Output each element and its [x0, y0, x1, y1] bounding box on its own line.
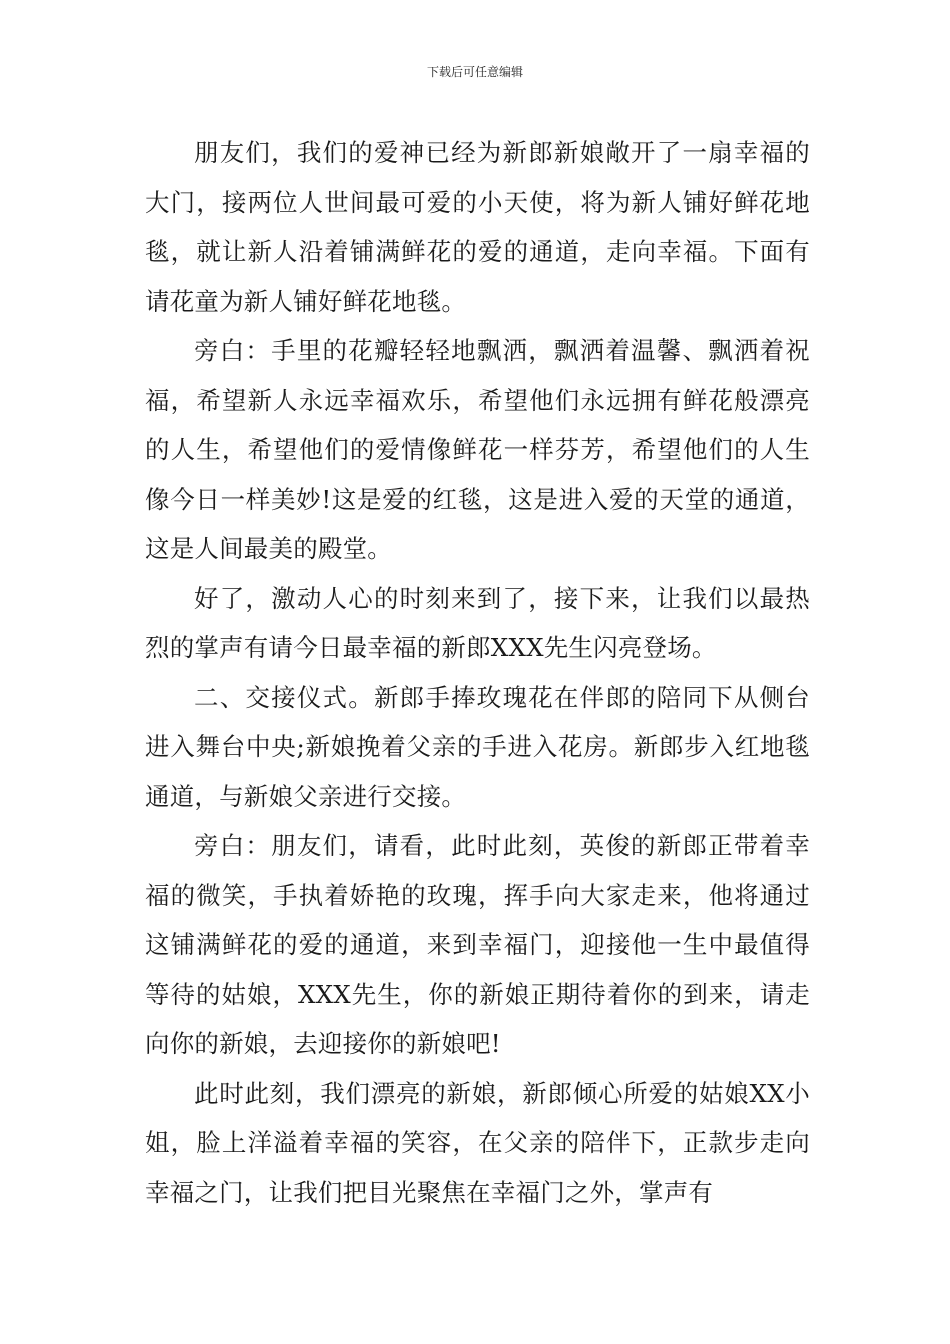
- paragraph-6: 此时此刻，我们漂亮的新娘，新郎倾心所爱的姑娘XX小姐，脸上洋溢着幸福的笑容，在父亲的陪伴下，正款步走向幸福之门，让我们把目光聚焦在幸福门之外，掌声有: [145, 1078, 810, 1207]
- paragraph-2: 旁白：手里的花瓣轻轻地飘洒，飘洒着温馨、飘洒着祝福，希望新人永远幸福欢乐，希望他们永远拥有鲜花般漂亮的人生，希望他们的爱情像鲜花一样芬芳，希望他们的人生像今日一样美妙!这是爱的红毯，这是进入爱的天堂的通道，这是人间最美的殿堂。: [145, 336, 810, 563]
- paragraph-1: 朋友们，我们的爱神已经为新郎新娘敞开了一扇幸福的大门，接两位人世间最可爱的小天使，将为新人铺好鲜花地毯，就让新人沿着铺满鲜花的爱的通道，走向幸福。下面有请花童为新人铺好鲜花地毯。: [145, 138, 810, 316]
- paragraph-3: 好了，激动人心的时刻来到了，接下来，让我们以最热烈的掌声有请今日最幸福的新郎XXX先生闪亮登场。: [145, 583, 810, 662]
- paragraph-4: 二、交接仪式。新郎手捧玫瑰花在伴郎的陪同下从侧台进入舞台中央;新娘挽着父亲的手进入花房。新郎步入红地毯通道，与新娘父亲进行交接。: [145, 682, 810, 811]
- paragraph-5: 旁白：朋友们，请看，此时此刻，英俊的新郎正带着幸福的微笑，手执着娇艳的玫瑰，挥手向大家走来，他将通过这铺满鲜花的爱的通道，来到幸福门，迎接他一生中最值得等待的姑娘，XXX先生，你的新娘正期待着你的到来，请走向你的新娘，去迎接你的新娘吧!: [145, 831, 810, 1058]
- header-note: 下载后可任意编辑: [426, 65, 523, 79]
- body-text: [145, 128, 810, 1217]
